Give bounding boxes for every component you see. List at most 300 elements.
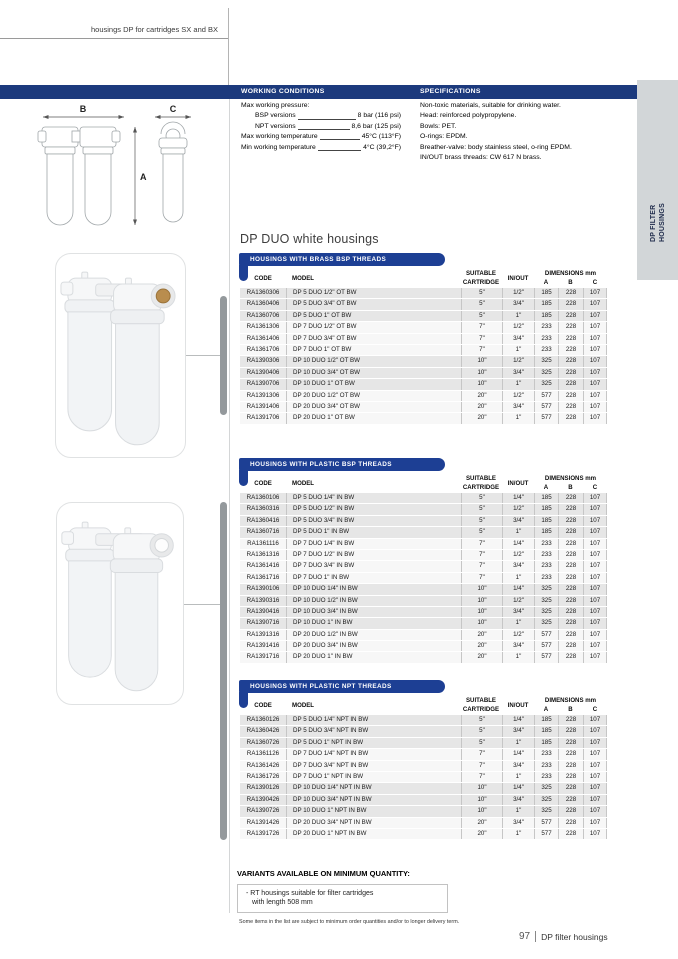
col-header-dimensions: DIMENSIONS mm [544,697,597,704]
model-cell: DP 10 DUO 3/4" IN BW [286,607,461,617]
code-cell: RA1390306 [246,357,280,365]
dim-b-cell: 228 [558,402,583,412]
dim-c-cell: 107 [583,607,607,617]
dim-c-cell: 107 [583,391,607,401]
model-cell: DP 7 DUO 1/2" OT BW [286,322,461,332]
dim-a-cell: 577 [534,630,558,640]
inout-cell: 1/4" [502,715,534,725]
col-header-cartridge: CARTRIDGE [462,278,500,286]
code-cell: RA1390716 [246,619,280,627]
dim-b-cell: 228 [558,288,583,298]
dim-label-b: B [79,104,87,114]
variants-title: VARIANTS AVAILABLE ON MINIMUM QUANTITY: [237,869,410,878]
inout-cell: 1/2" [502,630,534,640]
dim-a-cell: 185 [534,715,558,725]
inout-cell: 1" [502,311,534,321]
cartridge-cell: 7" [461,749,502,759]
cartridge-cell: 5" [461,311,502,321]
dim-a-cell: 325 [534,368,558,378]
dim-a-cell: 185 [534,516,558,526]
col-header-a: A [543,278,549,286]
plastic-thread-detail [155,539,169,553]
inout-cell: 3/4" [502,761,534,771]
dim-a-cell: 325 [534,596,558,606]
dim-a-cell: 577 [534,641,558,651]
dim-a-cell: 233 [534,749,558,759]
cartridge-cell: 20" [461,652,502,662]
spec-line: IN/OUT brass threads: CW 617 N brass. [420,153,542,161]
inout-cell: 3/4" [502,299,534,309]
model-cell: DP 5 DUO 3/4" IN BW [286,516,461,526]
dim-c-cell: 107 [583,345,607,355]
model-cell: DP 7 DUO 1/4" NPT IN BW [286,749,461,759]
inout-cell: 3/4" [502,368,534,378]
dim-b-cell: 228 [558,345,583,355]
code-cell: RA1390406 [246,368,280,376]
inout-cell: 1" [502,652,534,662]
col-header-inout: IN/OUT [507,274,529,282]
photo-connector-bar [220,502,227,840]
dim-a-cell: 577 [534,652,558,662]
col-header-model: MODEL [292,479,315,487]
dim-c-cell: 107 [583,795,607,805]
cartridge-cell: 20" [461,829,502,839]
dim-a-cell: 233 [534,561,558,571]
col-header-a: A [543,705,549,713]
inout-cell: 1/2" [502,288,534,298]
leader-line [298,129,350,130]
model-cell: DP 5 DUO 1/2" IN BW [286,504,461,514]
table-row [240,596,607,606]
wc-row [241,132,401,142]
table-section-pill [239,253,445,266]
col-header-c: C [592,705,598,713]
dim-c-cell: 107 [583,738,607,748]
wc-label: BSP versions [255,112,296,120]
table-row [240,334,607,344]
col-header-cartridge: CARTRIDGE [462,483,500,491]
inout-cell: 1" [502,738,534,748]
col-header-code: CODE [254,479,272,487]
dim-b-cell: 228 [558,761,583,771]
col-header-code: CODE [254,701,272,709]
dim-b-cell: 228 [558,715,583,725]
inout-cell: 3/4" [502,818,534,828]
dim-c-cell: 107 [583,561,607,571]
code-cell: RA1391726 [246,829,280,837]
table-body [240,715,607,840]
table-header [240,268,607,288]
table-row [240,516,607,526]
inout-cell: 1/2" [502,504,534,514]
cartridge-cell: 10" [461,379,502,389]
dim-a-cell: 577 [534,402,558,412]
model-cell: DP 7 DUO 1/4" IN BW [286,539,461,549]
product-photo-plastic [56,502,184,705]
model-cell: DP 5 DUO 1/2" OT BW [286,288,461,298]
dim-b-cell: 228 [558,493,583,503]
leader-line [298,119,356,120]
model-cell: DP 10 DUO 1/2" OT BW [286,356,461,366]
dim-b-cell: 228 [558,322,583,332]
table-row [240,630,607,640]
footer-label: DP filter housings [541,931,608,942]
table-header [240,473,607,493]
code-cell: RA1391706 [246,414,280,422]
table-row [240,504,607,514]
code-cell: RA1390706 [246,380,280,388]
inout-cell: 1" [502,345,534,355]
table-row [240,493,607,503]
photo-connector-line [184,604,220,605]
col-header-c: C [592,483,598,491]
table-row [240,413,607,423]
table-row [240,345,607,355]
code-cell: RA1361716 [246,573,280,581]
dim-b-cell: 228 [558,550,583,560]
code-cell: RA1391416 [246,642,280,650]
side-tab-label [649,198,667,242]
dim-c-cell: 107 [583,652,607,662]
dim-b-cell: 228 [558,584,583,594]
table-row [240,368,607,378]
table-row [240,641,607,651]
dim-b-cell: 228 [558,738,583,748]
dim-b-cell: 228 [558,299,583,309]
variants-box [237,884,448,913]
code-cell: RA1360726 [246,738,280,746]
code-cell: RA1391406 [246,402,280,410]
breadcrumb: housings DP for cartridges SX and BX [90,25,218,34]
cartridge-cell: 7" [461,539,502,549]
cartridge-cell: 20" [461,402,502,412]
dim-c-cell: 107 [583,573,607,583]
code-cell: RA1360406 [246,300,280,308]
cartridge-cell: 7" [461,761,502,771]
dim-a-cell: 233 [534,334,558,344]
code-cell: RA1361406 [246,334,280,342]
cartridge-cell: 7" [461,550,502,560]
dim-a-cell: 325 [534,584,558,594]
spec-line: Breather-valve: body stainless steel, o-ring EPDM. [420,143,572,151]
dim-a-cell: 325 [534,356,558,366]
code-cell: RA1361726 [246,772,280,780]
inout-cell: 1" [502,379,534,389]
page-number: 97 [519,931,531,942]
inout-cell: 1" [502,413,534,423]
dim-c-cell: 107 [583,749,607,759]
inout-cell: 1/2" [502,322,534,332]
model-cell: DP 5 DUO 3/4" OT BW [286,299,461,309]
code-cell: RA1360416 [246,516,280,524]
dim-a-cell: 325 [534,795,558,805]
dim-a-cell: 233 [534,550,558,560]
inout-cell: 1" [502,772,534,782]
cartridge-cell: 20" [461,818,502,828]
table-body [240,493,607,664]
col-header-dimensions: DIMENSIONS mm [544,475,597,482]
inout-cell: 1/2" [502,596,534,606]
model-cell: DP 20 DUO 1/2" IN BW [286,630,461,640]
model-cell: DP 10 DUO 1" IN BW [286,618,461,628]
table-row [240,829,607,839]
wc-value: 4°C (39,2°F) [363,143,401,151]
dim-b-cell: 228 [558,795,583,805]
spec-line: Bowls: PET. [420,122,457,130]
model-cell: DP 20 DUO 1" NPT IN BW [286,829,461,839]
table-row [240,356,607,366]
table-row [240,715,607,725]
page-title: DP DUO white housings [240,232,379,246]
variants-item-line1: - RT housings suitable for filter cartridges [246,889,374,897]
table-row [240,772,607,782]
code-cell: RA1390416 [246,607,280,615]
dim-b-cell: 228 [558,391,583,401]
table-row [240,391,607,401]
table-body [240,288,607,425]
dimension-diagram [28,100,223,230]
inout-cell: 3/4" [502,516,534,526]
dim-a-cell: 577 [534,391,558,401]
spec-line: Head: reinforced polypropylene. [420,112,517,120]
table-row [240,607,607,617]
code-cell: RA1361316 [246,550,280,558]
housing-outline-drawing [38,122,187,225]
code-cell: RA1361416 [246,562,280,570]
inout-cell: 1/2" [502,391,534,401]
cartridge-cell: 10" [461,356,502,366]
col-header-b: B [568,483,573,491]
wc-label: Max working pressure: [241,101,310,109]
dim-a-cell: 185 [534,493,558,503]
dim-b-cell: 228 [558,818,583,828]
table-row [240,539,607,549]
wc-row [241,122,401,132]
dim-b-cell: 228 [558,772,583,782]
inout-cell: 3/4" [502,607,534,617]
working-conditions-title: WORKING CONDITIONS [241,88,325,95]
dim-b-cell: 228 [558,561,583,571]
inout-cell: 1" [502,527,534,537]
dim-c-cell: 107 [583,493,607,503]
model-cell: DP 7 DUO 3/4" OT BW [286,334,461,344]
dim-c-cell: 107 [583,761,607,771]
model-cell: DP 7 DUO 1/2" IN BW [286,550,461,560]
dim-c-cell: 107 [583,618,607,628]
leader-line [318,150,361,151]
dim-c-cell: 107 [583,379,607,389]
table-row [240,818,607,828]
table-row [240,379,607,389]
code-cell: RA1360126 [246,716,280,723]
dim-a-cell: 233 [534,573,558,583]
model-cell: DP 5 DUO 1" NPT IN BW [286,738,461,748]
wc-label: Min working temperature [241,143,316,151]
dim-c-cell: 107 [583,715,607,725]
dim-b-cell: 228 [558,356,583,366]
dim-a-cell: 233 [534,761,558,771]
inout-cell: 1/4" [502,783,534,793]
inout-cell: 1" [502,618,534,628]
col-header-a: A [543,483,549,491]
table-title: HOUSINGS WITH PLASTIC NPT THREADS [250,683,392,690]
inout-cell: 1/4" [502,539,534,549]
col-header-code: CODE [254,274,272,282]
model-cell: DP 5 DUO 1/4" NPT IN BW [286,715,461,725]
model-cell: DP 5 DUO 1" OT BW [286,311,461,321]
dim-b-cell: 228 [558,413,583,423]
wc-label: Max working temperature [241,133,318,141]
side-tab-line1: DP FILTER [650,204,657,242]
table-row [240,322,607,332]
inout-cell: 3/4" [502,561,534,571]
table-row [240,311,607,321]
model-cell: DP 20 DUO 3/4" IN BW [286,641,461,651]
table-row [240,288,607,298]
dim-a-cell: 185 [534,504,558,514]
dim-b-cell: 228 [558,630,583,640]
model-cell: DP 10 DUO 1/4" NPT IN BW [286,783,461,793]
dim-label-a: A [140,172,147,182]
inout-cell: 1/4" [502,584,534,594]
cartridge-cell: 5" [461,516,502,526]
inout-cell: 1/2" [502,356,534,366]
dim-a-cell: 233 [534,772,558,782]
vertical-divider-main [229,99,230,913]
dim-b-cell: 228 [558,783,583,793]
cartridge-cell: 10" [461,795,502,805]
dim-a-cell: 185 [534,527,558,537]
dim-c-cell: 107 [583,504,607,514]
code-cell: RA1361706 [246,345,280,353]
code-cell: RA1391316 [246,630,280,638]
cartridge-cell: 5" [461,726,502,736]
model-cell: DP 5 DUO 3/4" NPT IN BW [286,726,461,736]
dim-a-cell: 325 [534,607,558,617]
table-header [240,695,607,715]
table-row [240,573,607,583]
dim-c-cell: 107 [583,516,607,526]
dim-c-cell: 107 [583,818,607,828]
dim-c-cell: 107 [583,550,607,560]
code-cell: RA1360716 [246,528,280,536]
dim-a-cell: 577 [534,413,558,423]
dim-a-cell: 233 [534,322,558,332]
blue-band [0,85,637,99]
dim-c-cell: 107 [583,299,607,309]
cartridge-cell: 10" [461,806,502,816]
col-header-model: MODEL [292,701,315,709]
dim-b-cell: 228 [558,334,583,344]
side-tab-line2: HOUSINGS [659,203,666,242]
dim-c-cell: 107 [583,402,607,412]
code-cell: RA1390316 [246,596,280,604]
specifications-block [420,101,634,163]
table-section-pill [239,458,445,471]
dim-c-cell: 107 [583,539,607,549]
product-photo-brass [55,253,186,458]
code-cell: RA1390106 [246,585,280,593]
model-cell: DP 5 DUO 1" IN BW [286,527,461,537]
inout-cell: 3/4" [502,402,534,412]
code-cell: RA1390126 [246,784,280,792]
chapter-side-tab [637,80,678,280]
model-cell: DP 10 DUO 1" OT BW [286,379,461,389]
wc-value: 8,6 bar (125 psi) [351,122,401,130]
dim-b-cell: 228 [558,539,583,549]
page-footer [519,931,608,942]
code-cell: RA1360706 [246,311,280,319]
cartridge-cell: 5" [461,504,502,514]
table-title: HOUSINGS WITH BRASS BSP THREADS [250,256,387,263]
dim-a-cell: 233 [534,345,558,355]
dim-a-cell: 325 [534,806,558,816]
model-cell: DP 7 DUO 1" NPT IN BW [286,772,461,782]
cartridge-cell: 5" [461,527,502,537]
table-row [240,761,607,771]
col-header-dimensions: DIMENSIONS mm [544,270,597,277]
code-cell: RA1360106 [246,494,280,501]
dim-c-cell: 107 [583,288,607,298]
table-row [240,738,607,748]
cartridge-cell: 10" [461,607,502,617]
model-cell: DP 10 DUO 1/2" IN BW [286,596,461,606]
col-header-b: B [568,278,573,286]
inout-cell: 3/4" [502,334,534,344]
dim-b-cell: 228 [558,726,583,736]
dim-c-cell: 107 [583,726,607,736]
cartridge-cell: 20" [461,630,502,640]
dim-a-cell: 325 [534,783,558,793]
table-row [240,299,607,309]
code-cell: RA1360306 [246,289,280,296]
dim-a-cell: 185 [534,288,558,298]
inout-cell: 3/4" [502,726,534,736]
dim-b-cell: 228 [558,829,583,839]
wc-row [241,143,401,153]
wc-value: 45°C (113°F) [361,133,401,141]
table-row [240,550,607,560]
wc-value: 8 bar (116 psi) [357,112,401,120]
inout-cell: 3/4" [502,641,534,651]
spec-line: O-rings: EPDM. [420,133,468,141]
dim-b-cell: 228 [558,504,583,514]
model-cell: DP 7 DUO 3/4" NPT IN BW [286,761,461,771]
model-cell: DP 20 DUO 1" OT BW [286,413,461,423]
cartridge-cell: 10" [461,584,502,594]
dim-b-cell: 228 [558,618,583,628]
col-header-cartridge: CARTRIDGE [462,705,500,713]
dim-b-cell: 228 [558,516,583,526]
cartridge-cell: 5" [461,288,502,298]
model-cell: DP 10 DUO 3/4" OT BW [286,368,461,378]
code-cell: RA1390726 [246,807,280,815]
inout-cell: 1/2" [502,550,534,560]
model-cell: DP 7 DUO 1" IN BW [286,573,461,583]
dim-a-cell: 577 [534,829,558,839]
dim-b-cell: 228 [558,596,583,606]
header-rule [0,38,228,39]
dim-b-cell: 228 [558,641,583,651]
brass-thread-detail [156,289,170,303]
wc-label: NPT versions [255,122,296,130]
dim-a-cell: 233 [534,539,558,549]
spec-line: Non-toxic materials, suitable for drinking water. [420,102,561,109]
col-header-suitable: SUITABLE [465,270,497,277]
inout-cell: 1" [502,829,534,839]
inout-cell: 3/4" [502,795,534,805]
col-header-inout: IN/OUT [507,701,529,709]
